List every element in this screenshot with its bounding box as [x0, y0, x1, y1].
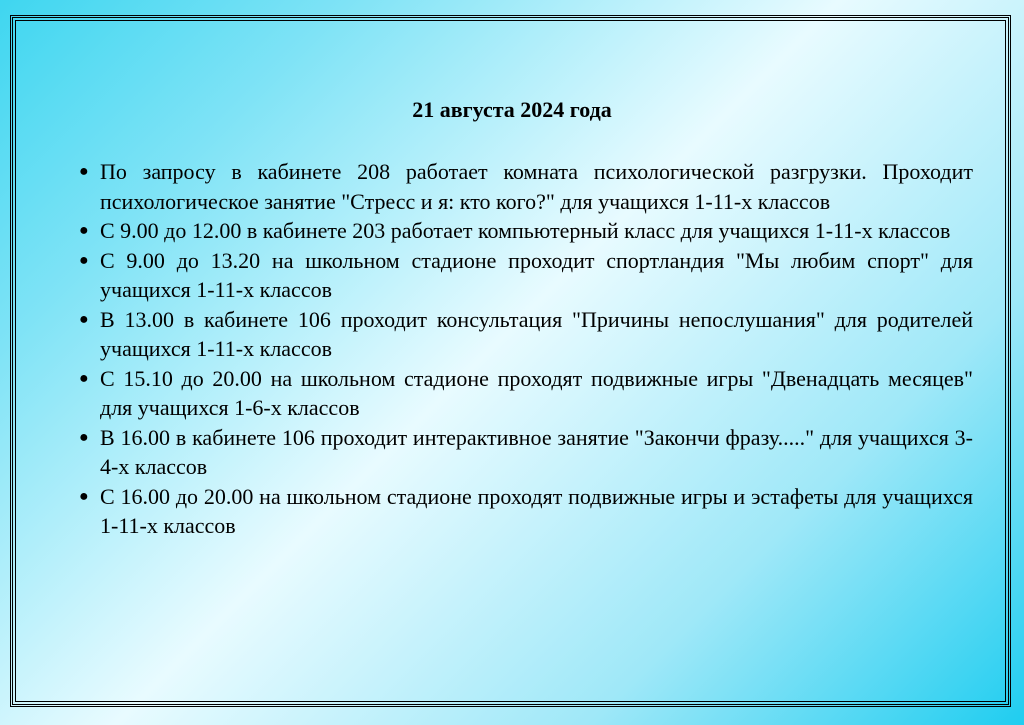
- list-item: [79, 423, 973, 482]
- event-list: [79, 157, 973, 541]
- bullet-icon: ●: [79, 428, 89, 446]
- bullet-icon: ●: [79, 163, 89, 180]
- list-item-text: В 16.00 в кабинете 106 проходит интерактивное занятие "Закончи фразу....." для учащихся 3-4-х классов: [100, 424, 973, 479]
- page-title: 21 августа 2024 года: [412, 97, 612, 122]
- list-item: [79, 482, 973, 541]
- list-item-text: С 9.00 до 13.20 на школьном стадионе проходит спортландия "Мы любим спорт" для учащихся 1-11-х классов: [100, 247, 973, 302]
- list-item-text: С 9.00 до 12.00 в кабинете 203 работает компьютерный класс для учащихся 1-11-х классов: [100, 218, 951, 243]
- list-item-text: С 16.00 до 20.00 на школьном стадионе проходят подвижные игры и эстафеты для учащихся 1-11-х классов: [100, 483, 973, 538]
- bullet-icon: ●: [79, 487, 89, 505]
- list-item: [79, 305, 973, 364]
- bullet-icon: ●: [79, 310, 89, 328]
- list-item: [79, 246, 973, 305]
- list-item-text: По запросу в кабинете 208 работает комната психологической разгрузки. Проходит психологическое занятие "Стресс и я: кто кого?" для учащихся 1-11-х классов: [100, 159, 973, 214]
- list-item: [79, 157, 973, 216]
- bullet-icon: ●: [79, 251, 89, 269]
- bullet-icon: ●: [79, 222, 89, 239]
- list-item-text: В 13.00 в кабинете 106 проходит консультация "Причины непослушания" для родителей учащихся 1-11-х классов: [100, 306, 973, 361]
- list-item: [79, 364, 973, 423]
- bullet-icon: ●: [79, 369, 89, 387]
- list-item-text: С 15.10 до 20.00 на школьном стадионе проходят подвижные игры "Двенадцать месяцев" для учащихся 1-6-х классов: [100, 365, 973, 420]
- list-item: [79, 216, 973, 246]
